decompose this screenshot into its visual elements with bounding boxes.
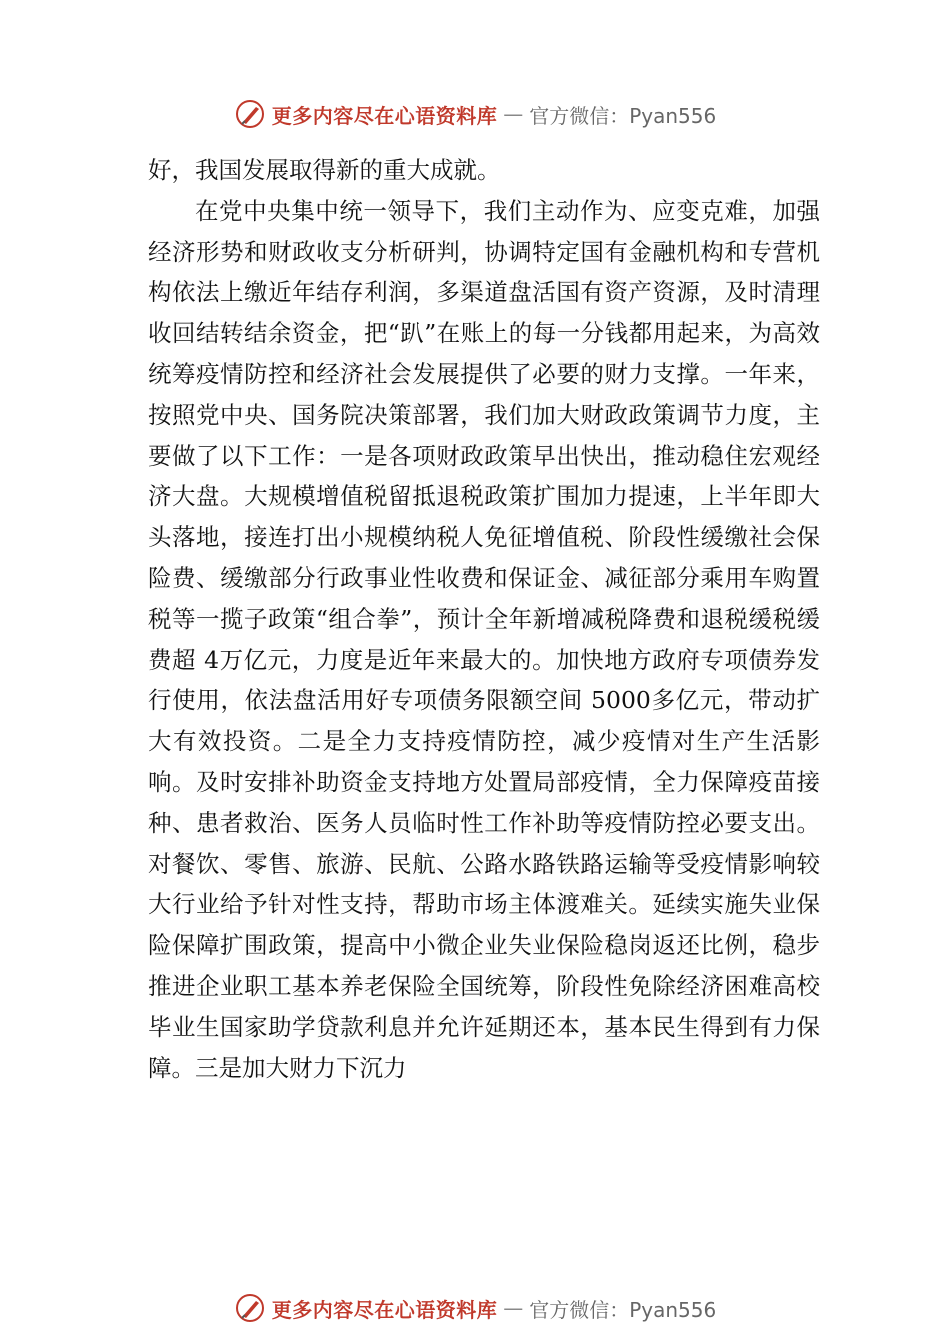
footer-banner xyxy=(0,1288,950,1328)
header-banner xyxy=(0,94,950,134)
footer-brand-text: 更多内容尽在心语资料库 xyxy=(271,1297,498,1322)
paragraph-main: 在党中央集中统一领导下，我们主动作为、应变克难，加强经济形势和财政收支分析研判，协调特定国有金融机构和专营机构依法上缴近年结存利润，多渠道盘活国有资产资源，及时清理收回结转结余资金，把“趴”在账上的每一分钱都用起来，为高效统筹疫情防控和经济社会发展提供了必要的财力支撑。一年来，按照党中央、国务院决策部署，我们加大财政政策调节力度，主要做了以下工作：一是各项财政政策早出快出，推动稳住宏观经济大盘。大规模增值税留抵退税政策扩围加力提速，上半年即大头落地，接连打出小规模纳税人免征增值税、阶段性缓缴社会保险费、缓缴部分行政事业性收费和保证金、减征部分乘用车购置税等一揽子政策“组合拳”，预计全年新增减税降费和退税缓税缓费超 4万亿元，力度是近年来最大的。加快地方政府专项债券发行使用，依法盘活用好专项债务限额空间 5000多亿元，带动扩大有效投资。二是全力支持疫情防控，减少疫情对生产生活影响。及时安排补助资金支持地方处置局部疫情，全力保障疫苗接种、患者救治、医务人员临时性工作补助等疫情防控必要支出。对餐饮、零售、旅游、民航、公路水路铁路运输等受疫情影响较大行业给予针对性支持，帮助市场主体渡难关。延续实施失业保险保障扩围政策，提高中小微企业失业保险稳岗返还比例，稳步推进企业职工基本养老保险全国统筹，阶段性免除经济困难高校毕业生国家助学贷款利息并允许延期还本，基本民生得到有力保障。三是加大财力下沉力 xyxy=(148,196,820,1082)
footer-wechat-text: 官方微信：Pyan556 xyxy=(529,1297,717,1322)
document-body xyxy=(148,150,820,1088)
paragraph-continuation: 好，我国发展取得新的重大成就。 xyxy=(148,156,501,184)
header-wechat-text: 官方微信：Pyan556 xyxy=(529,103,717,128)
header-brand-text: 更多内容尽在心语资料库 xyxy=(271,103,498,128)
quill-pen-logo-icon xyxy=(234,98,266,130)
footer-separator: — xyxy=(503,1296,524,1320)
quill-pen-logo-icon xyxy=(234,1292,266,1324)
header-separator: — xyxy=(503,102,524,126)
